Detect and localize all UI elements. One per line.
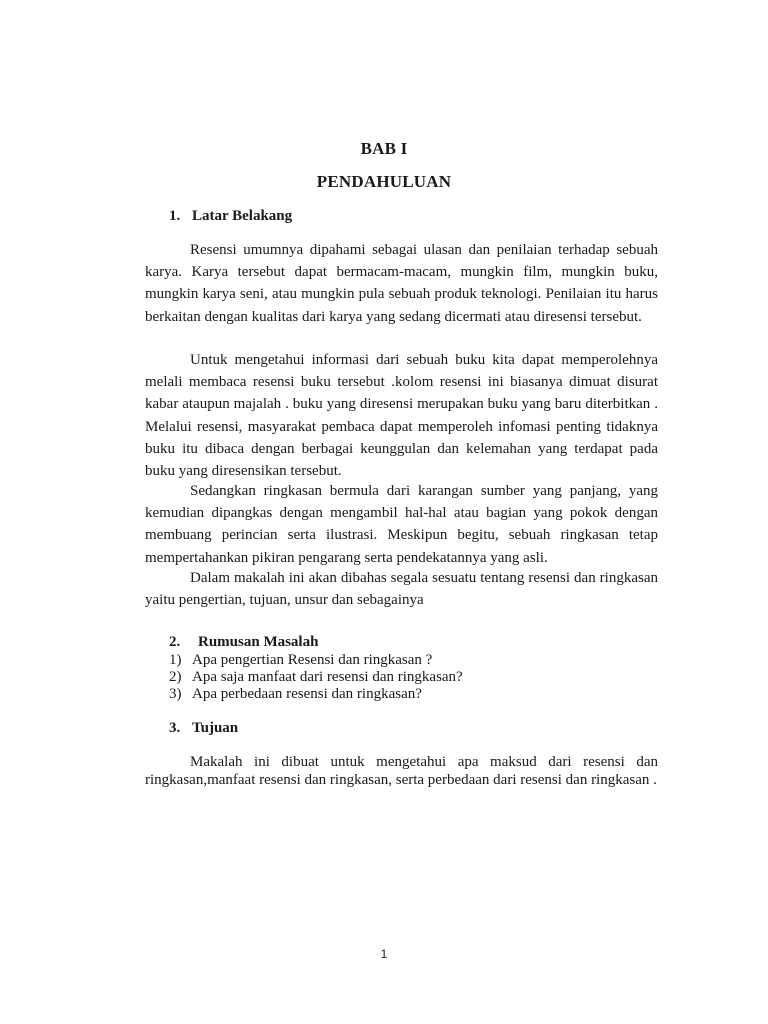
section-title: Tujuan bbox=[192, 720, 239, 736]
section-title: Latar Belakang bbox=[192, 208, 293, 224]
section-number: 3. bbox=[169, 720, 181, 736]
list-item-number: 3) bbox=[169, 686, 182, 702]
paragraph-resensi-info: Untuk mengetahui informasi dari sebuah buku kita dapat memperolehnya melali membaca resensi buku tersebut .kolom resensi ini biasanya dimuat disurat kabar ataupun majalah . buku yang diresensi merupakan buku yang baru diterbitkan . Melalui resensi, masyarakat pembaca dapat memperoleh infomasi penting tidaknya buku itu dibaca dengan berbagai keunggulan dan kelemahan yang terdapat pada buku yang diresensikan tersebut. bbox=[145, 352, 658, 480]
list-item-text: Apa pengertian Resensi dan ringkasan ? bbox=[192, 652, 433, 668]
list-item bbox=[169, 669, 463, 686]
list-item bbox=[169, 652, 463, 669]
section-heading-latar-belakang bbox=[169, 208, 292, 225]
list-item-text: Apa perbedaan resensi dan ringkasan? bbox=[192, 686, 422, 702]
section-heading-tujuan bbox=[169, 720, 238, 737]
list-item-number: 1) bbox=[169, 652, 182, 668]
paragraph-tujuan: Makalah ini dibuat untuk mengetahui apa maksud dari resensi dan ringkasan,manfaat resensi dan ringkasan, serta perbedaan dari resensi dan ringkasan . bbox=[145, 754, 658, 788]
paragraph-ringkasan-definition: Sedangkan ringkasan bermula dari karangan sumber yang panjang, yang kemudian dipangkas dengan mengambil hal-hal atau bagian yang pokok dengan membuang perincian serta ilustrasi. Meskipun begitu, sebuah ringkasan tetap mempertahankan pikiran pengarang serta pendekatannya yang asli. bbox=[145, 483, 658, 566]
list-item-text: Apa saja manfaat dari resensi dan ringkasan? bbox=[192, 669, 463, 685]
list-item bbox=[169, 686, 463, 703]
chapter-title: PENDAHULUAN bbox=[316, 172, 452, 191]
research-questions-list bbox=[169, 652, 463, 703]
chapter-label: BAB I bbox=[360, 139, 408, 158]
section-number: 2. bbox=[169, 634, 181, 650]
paragraph-makalah-scope: Dalam makalah ini akan dibahas segala sesuatu tentang resensi dan ringkasan yaitu pengertian, tujuan, unsur dan sebagainya bbox=[145, 570, 658, 609]
section-title: Rumusan Masalah bbox=[198, 634, 319, 650]
page-number: 1 bbox=[380, 947, 388, 961]
list-item-number: 2) bbox=[169, 669, 182, 685]
section-number: 1. bbox=[169, 208, 181, 224]
paragraph-resensi-definition: Resensi umumnya dipahami sebagai ulasan dan penilaian terhadap sebuah karya. Karya tersebut dapat bermacam-macam, mungkin film, mungkin buku, mungkin karya seni, atau mungkin pula sebuah produk teknologi. Penilaian itu harus berkaitan dengan kualitas dari karya yang sedang dicermati atau diresensi tersebut. bbox=[145, 242, 658, 325]
section-heading-rumusan-masalah bbox=[169, 634, 318, 651]
